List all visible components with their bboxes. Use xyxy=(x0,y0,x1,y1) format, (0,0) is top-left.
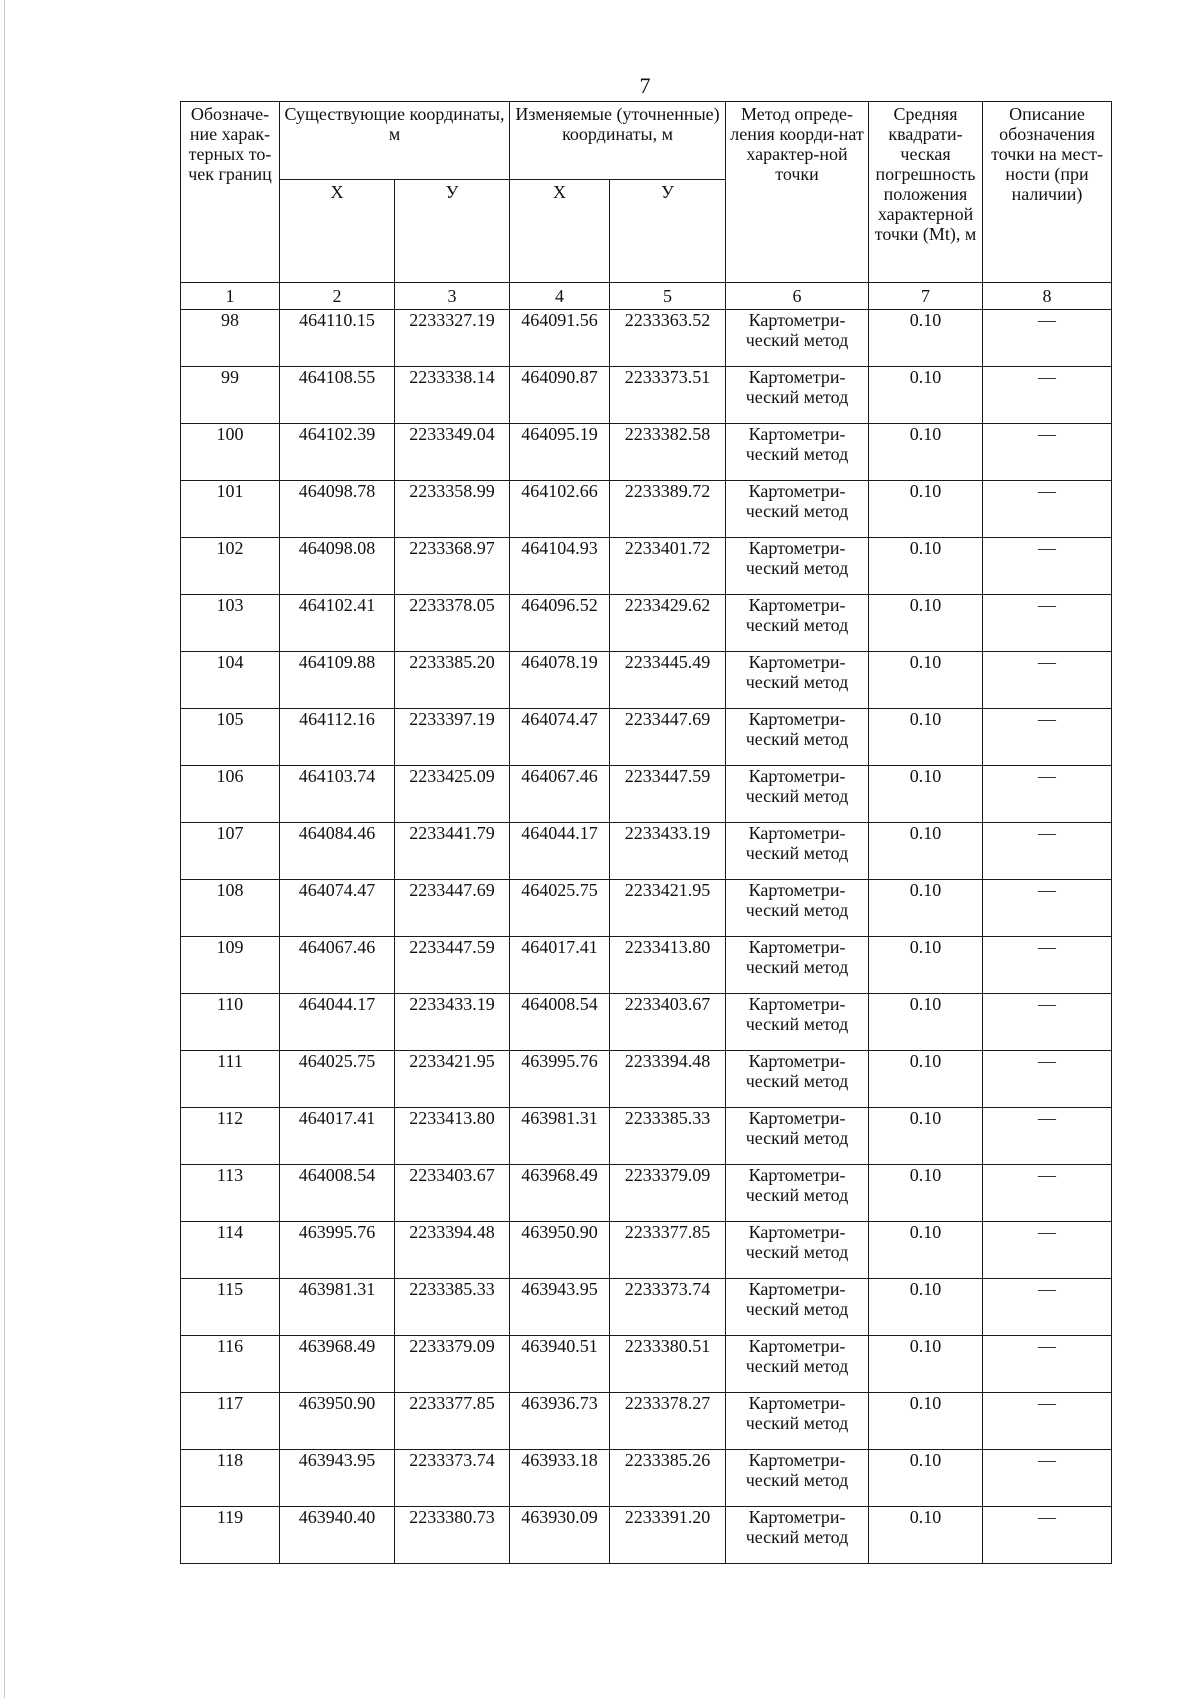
page-number: 7 xyxy=(639,73,651,98)
existing-y-cell: 2233379.09 xyxy=(395,1336,510,1393)
changed-x-cell: 463995.76 xyxy=(510,1051,610,1108)
error-cell: 0.10 xyxy=(869,766,983,823)
changed-y-cell: 2233394.48 xyxy=(610,1051,726,1108)
table-row xyxy=(181,595,1112,652)
point-number-cell: 103 xyxy=(181,595,280,652)
changed-x-cell: 464104.93 xyxy=(510,538,610,595)
method-cell: Картометри-ческий метод xyxy=(726,1222,869,1279)
description-cell: — xyxy=(983,1165,1112,1222)
table-row xyxy=(181,1507,1112,1564)
error-cell: 0.10 xyxy=(869,367,983,424)
method-cell: Картометри-ческий метод xyxy=(726,1336,869,1393)
table-row xyxy=(181,481,1112,538)
method-cell: Картометри-ческий метод xyxy=(726,766,869,823)
table-row xyxy=(181,766,1112,823)
header-changed-coordinates: Изменяемые (уточненные) координаты, м xyxy=(510,102,726,180)
table-row xyxy=(181,1108,1112,1165)
error-cell: 0.10 xyxy=(869,994,983,1051)
changed-x-cell: 463968.49 xyxy=(510,1165,610,1222)
changed-x-cell: 464090.87 xyxy=(510,367,610,424)
existing-y-cell: 2233377.85 xyxy=(395,1393,510,1450)
changed-x-cell: 464074.47 xyxy=(510,709,610,766)
error-cell: 0.10 xyxy=(869,1279,983,1336)
error-cell: 0.10 xyxy=(869,652,983,709)
existing-y-cell: 2233385.33 xyxy=(395,1279,510,1336)
description-cell: — xyxy=(983,1279,1112,1336)
changed-y-cell: 2233385.33 xyxy=(610,1108,726,1165)
error-cell: 0.10 xyxy=(869,1507,983,1564)
changed-x-cell: 464096.52 xyxy=(510,595,610,652)
point-number-cell: 116 xyxy=(181,1336,280,1393)
method-cell: Картометри-ческий метод xyxy=(726,367,869,424)
point-number-cell: 105 xyxy=(181,709,280,766)
existing-x-cell: 464108.55 xyxy=(280,367,395,424)
existing-y-cell: 2233327.19 xyxy=(395,310,510,367)
changed-y-cell: 2233382.58 xyxy=(610,424,726,481)
header-existing-y: У xyxy=(395,180,510,283)
existing-x-cell: 463981.31 xyxy=(280,1279,395,1336)
existing-y-cell: 2233447.69 xyxy=(395,880,510,937)
changed-y-cell: 2233379.09 xyxy=(610,1165,726,1222)
point-number-cell: 98 xyxy=(181,310,280,367)
point-number-cell: 114 xyxy=(181,1222,280,1279)
existing-y-cell: 2233425.09 xyxy=(395,766,510,823)
changed-y-cell: 2233433.19 xyxy=(610,823,726,880)
existing-y-cell: 2233441.79 xyxy=(395,823,510,880)
changed-y-cell: 2233380.51 xyxy=(610,1336,726,1393)
table-row xyxy=(181,424,1112,481)
column-number: 8 xyxy=(983,283,1112,310)
method-cell: Картометри-ческий метод xyxy=(726,481,869,538)
error-cell: 0.10 xyxy=(869,1450,983,1507)
description-cell: — xyxy=(983,766,1112,823)
error-cell: 0.10 xyxy=(869,823,983,880)
existing-x-cell: 464102.39 xyxy=(280,424,395,481)
existing-y-cell: 2233394.48 xyxy=(395,1222,510,1279)
table-row xyxy=(181,1336,1112,1393)
changed-x-cell: 464017.41 xyxy=(510,937,610,994)
table-row xyxy=(181,310,1112,367)
header-changed-x: Х xyxy=(510,180,610,283)
method-cell: Картометри-ческий метод xyxy=(726,1051,869,1108)
column-number-row xyxy=(181,283,1112,310)
changed-y-cell: 2233429.62 xyxy=(610,595,726,652)
header-existing-x: Х xyxy=(280,180,395,283)
existing-y-cell: 2233403.67 xyxy=(395,1165,510,1222)
method-cell: Картометри-ческий метод xyxy=(726,1279,869,1336)
point-number-cell: 119 xyxy=(181,1507,280,1564)
description-cell: — xyxy=(983,1336,1112,1393)
table-row xyxy=(181,367,1112,424)
description-cell: — xyxy=(983,1507,1112,1564)
table-row xyxy=(181,709,1112,766)
description-cell: — xyxy=(983,652,1112,709)
changed-x-cell: 464025.75 xyxy=(510,880,610,937)
existing-x-cell: 464098.78 xyxy=(280,481,395,538)
description-cell: — xyxy=(983,538,1112,595)
description-cell: — xyxy=(983,709,1112,766)
existing-y-cell: 2233385.20 xyxy=(395,652,510,709)
table-row xyxy=(181,994,1112,1051)
existing-x-cell: 464074.47 xyxy=(280,880,395,937)
point-number-cell: 113 xyxy=(181,1165,280,1222)
changed-x-cell: 463950.90 xyxy=(510,1222,610,1279)
existing-y-cell: 2233380.73 xyxy=(395,1507,510,1564)
changed-x-cell: 464102.66 xyxy=(510,481,610,538)
error-cell: 0.10 xyxy=(869,1393,983,1450)
table-row xyxy=(181,1279,1112,1336)
error-cell: 0.10 xyxy=(869,937,983,994)
column-number: 6 xyxy=(726,283,869,310)
column-number: 5 xyxy=(610,283,726,310)
changed-y-cell: 2233413.80 xyxy=(610,937,726,994)
point-number-cell: 99 xyxy=(181,367,280,424)
point-number-cell: 117 xyxy=(181,1393,280,1450)
changed-y-cell: 2233378.27 xyxy=(610,1393,726,1450)
existing-x-cell: 464109.88 xyxy=(280,652,395,709)
description-cell: — xyxy=(983,310,1112,367)
changed-x-cell: 463940.51 xyxy=(510,1336,610,1393)
changed-y-cell: 2233447.59 xyxy=(610,766,726,823)
error-cell: 0.10 xyxy=(869,709,983,766)
changed-y-cell: 2233389.72 xyxy=(610,481,726,538)
existing-y-cell: 2233447.59 xyxy=(395,937,510,994)
table-row xyxy=(181,1222,1112,1279)
description-cell: — xyxy=(983,1393,1112,1450)
method-cell: Картометри-ческий метод xyxy=(726,1507,869,1564)
table-row xyxy=(181,937,1112,994)
existing-y-cell: 2233373.74 xyxy=(395,1450,510,1507)
existing-x-cell: 464067.46 xyxy=(280,937,395,994)
header-description: Описание обозначения точки на мест-ности (при наличии) xyxy=(983,102,1112,283)
changed-x-cell: 464095.19 xyxy=(510,424,610,481)
method-cell: Картометри-ческий метод xyxy=(726,1165,869,1222)
existing-x-cell: 463950.90 xyxy=(280,1393,395,1450)
existing-x-cell: 464017.41 xyxy=(280,1108,395,1165)
error-cell: 0.10 xyxy=(869,1165,983,1222)
description-cell: — xyxy=(983,823,1112,880)
error-cell: 0.10 xyxy=(869,1336,983,1393)
changed-y-cell: 2233401.72 xyxy=(610,538,726,595)
changed-y-cell: 2233391.20 xyxy=(610,1507,726,1564)
changed-x-cell: 464091.56 xyxy=(510,310,610,367)
changed-y-cell: 2233377.85 xyxy=(610,1222,726,1279)
description-cell: — xyxy=(983,1222,1112,1279)
existing-x-cell: 463968.49 xyxy=(280,1336,395,1393)
point-number-cell: 111 xyxy=(181,1051,280,1108)
existing-x-cell: 464103.74 xyxy=(280,766,395,823)
method-cell: Картометри-ческий метод xyxy=(726,1450,869,1507)
existing-x-cell: 463940.40 xyxy=(280,1507,395,1564)
error-cell: 0.10 xyxy=(869,1108,983,1165)
description-cell: — xyxy=(983,424,1112,481)
existing-x-cell: 464102.41 xyxy=(280,595,395,652)
existing-x-cell: 464110.15 xyxy=(280,310,395,367)
column-number: 1 xyxy=(181,283,280,310)
table-row xyxy=(181,1393,1112,1450)
method-cell: Картометри-ческий метод xyxy=(726,424,869,481)
method-cell: Картометри-ческий метод xyxy=(726,595,869,652)
error-cell: 0.10 xyxy=(869,310,983,367)
method-cell: Картометри-ческий метод xyxy=(726,310,869,367)
coordinates-table xyxy=(180,101,1112,1564)
point-number-cell: 107 xyxy=(181,823,280,880)
existing-y-cell: 2233368.97 xyxy=(395,538,510,595)
existing-x-cell: 464112.16 xyxy=(280,709,395,766)
error-cell: 0.10 xyxy=(869,1222,983,1279)
changed-y-cell: 2233447.69 xyxy=(610,709,726,766)
description-cell: — xyxy=(983,595,1112,652)
existing-y-cell: 2233397.19 xyxy=(395,709,510,766)
method-cell: Картометри-ческий метод xyxy=(726,880,869,937)
changed-x-cell: 464008.54 xyxy=(510,994,610,1051)
existing-y-cell: 2233421.95 xyxy=(395,1051,510,1108)
description-cell: — xyxy=(983,1450,1112,1507)
existing-y-cell: 2233413.80 xyxy=(395,1108,510,1165)
changed-y-cell: 2233445.49 xyxy=(610,652,726,709)
description-cell: — xyxy=(983,880,1112,937)
changed-y-cell: 2233385.26 xyxy=(610,1450,726,1507)
column-number: 4 xyxy=(510,283,610,310)
error-cell: 0.10 xyxy=(869,1051,983,1108)
column-number: 7 xyxy=(869,283,983,310)
method-cell: Картометри-ческий метод xyxy=(726,709,869,766)
method-cell: Картометри-ческий метод xyxy=(726,994,869,1051)
error-cell: 0.10 xyxy=(869,424,983,481)
point-number-cell: 101 xyxy=(181,481,280,538)
changed-x-cell: 463936.73 xyxy=(510,1393,610,1450)
description-cell: — xyxy=(983,1108,1112,1165)
table-row xyxy=(181,1450,1112,1507)
changed-y-cell: 2233421.95 xyxy=(610,880,726,937)
scan-edge-line xyxy=(4,0,5,1698)
existing-x-cell: 464044.17 xyxy=(280,994,395,1051)
point-number-cell: 100 xyxy=(181,424,280,481)
table-row xyxy=(181,1051,1112,1108)
method-cell: Картометри-ческий метод xyxy=(726,1108,869,1165)
existing-x-cell: 463995.76 xyxy=(280,1222,395,1279)
table-row xyxy=(181,538,1112,595)
point-number-cell: 110 xyxy=(181,994,280,1051)
method-cell: Картометри-ческий метод xyxy=(726,937,869,994)
header-method: Метод опреде-ления коорди-нат характер-ной точки xyxy=(726,102,869,283)
existing-x-cell: 464084.46 xyxy=(280,823,395,880)
column-number: 2 xyxy=(280,283,395,310)
point-number-cell: 106 xyxy=(181,766,280,823)
header-point-designation: Обозначе-ние харак-терных то-чек границ xyxy=(181,102,280,283)
changed-y-cell: 2233373.74 xyxy=(610,1279,726,1336)
point-number-cell: 102 xyxy=(181,538,280,595)
header-existing-coordinates: Существующие координаты, м xyxy=(280,102,510,180)
point-number-cell: 112 xyxy=(181,1108,280,1165)
point-number-cell: 109 xyxy=(181,937,280,994)
error-cell: 0.10 xyxy=(869,538,983,595)
existing-x-cell: 464008.54 xyxy=(280,1165,395,1222)
header-changed-y: У xyxy=(610,180,726,283)
method-cell: Картометри-ческий метод xyxy=(726,652,869,709)
description-cell: — xyxy=(983,367,1112,424)
method-cell: Картометри-ческий метод xyxy=(726,538,869,595)
changed-x-cell: 463930.09 xyxy=(510,1507,610,1564)
existing-y-cell: 2233378.05 xyxy=(395,595,510,652)
column-number: 3 xyxy=(395,283,510,310)
existing-x-cell: 463943.95 xyxy=(280,1450,395,1507)
existing-x-cell: 464025.75 xyxy=(280,1051,395,1108)
error-cell: 0.10 xyxy=(869,880,983,937)
changed-x-cell: 463943.95 xyxy=(510,1279,610,1336)
point-number-cell: 115 xyxy=(181,1279,280,1336)
method-cell: Картометри-ческий метод xyxy=(726,823,869,880)
point-number-cell: 108 xyxy=(181,880,280,937)
existing-y-cell: 2233433.19 xyxy=(395,994,510,1051)
changed-y-cell: 2233373.51 xyxy=(610,367,726,424)
error-cell: 0.10 xyxy=(869,481,983,538)
method-cell: Картометри-ческий метод xyxy=(726,1393,869,1450)
changed-y-cell: 2233363.52 xyxy=(610,310,726,367)
point-number-cell: 104 xyxy=(181,652,280,709)
error-cell: 0.10 xyxy=(869,595,983,652)
changed-x-cell: 464078.19 xyxy=(510,652,610,709)
existing-y-cell: 2233349.04 xyxy=(395,424,510,481)
table-row xyxy=(181,652,1112,709)
description-cell: — xyxy=(983,994,1112,1051)
changed-x-cell: 463933.18 xyxy=(510,1450,610,1507)
table-row xyxy=(181,823,1112,880)
table-row xyxy=(181,1165,1112,1222)
point-number-cell: 118 xyxy=(181,1450,280,1507)
description-cell: — xyxy=(983,937,1112,994)
existing-y-cell: 2233358.99 xyxy=(395,481,510,538)
changed-y-cell: 2233403.67 xyxy=(610,994,726,1051)
header-mean-square-error: Средняя квадрати-ческая погрешность положения характерной точки (Mt), м xyxy=(869,102,983,283)
table-row xyxy=(181,880,1112,937)
description-cell: — xyxy=(983,1051,1112,1108)
changed-x-cell: 463981.31 xyxy=(510,1108,610,1165)
existing-x-cell: 464098.08 xyxy=(280,538,395,595)
coordinates-table-body xyxy=(181,310,1112,1564)
existing-y-cell: 2233338.14 xyxy=(395,367,510,424)
changed-x-cell: 464044.17 xyxy=(510,823,610,880)
description-cell: — xyxy=(983,481,1112,538)
changed-x-cell: 464067.46 xyxy=(510,766,610,823)
